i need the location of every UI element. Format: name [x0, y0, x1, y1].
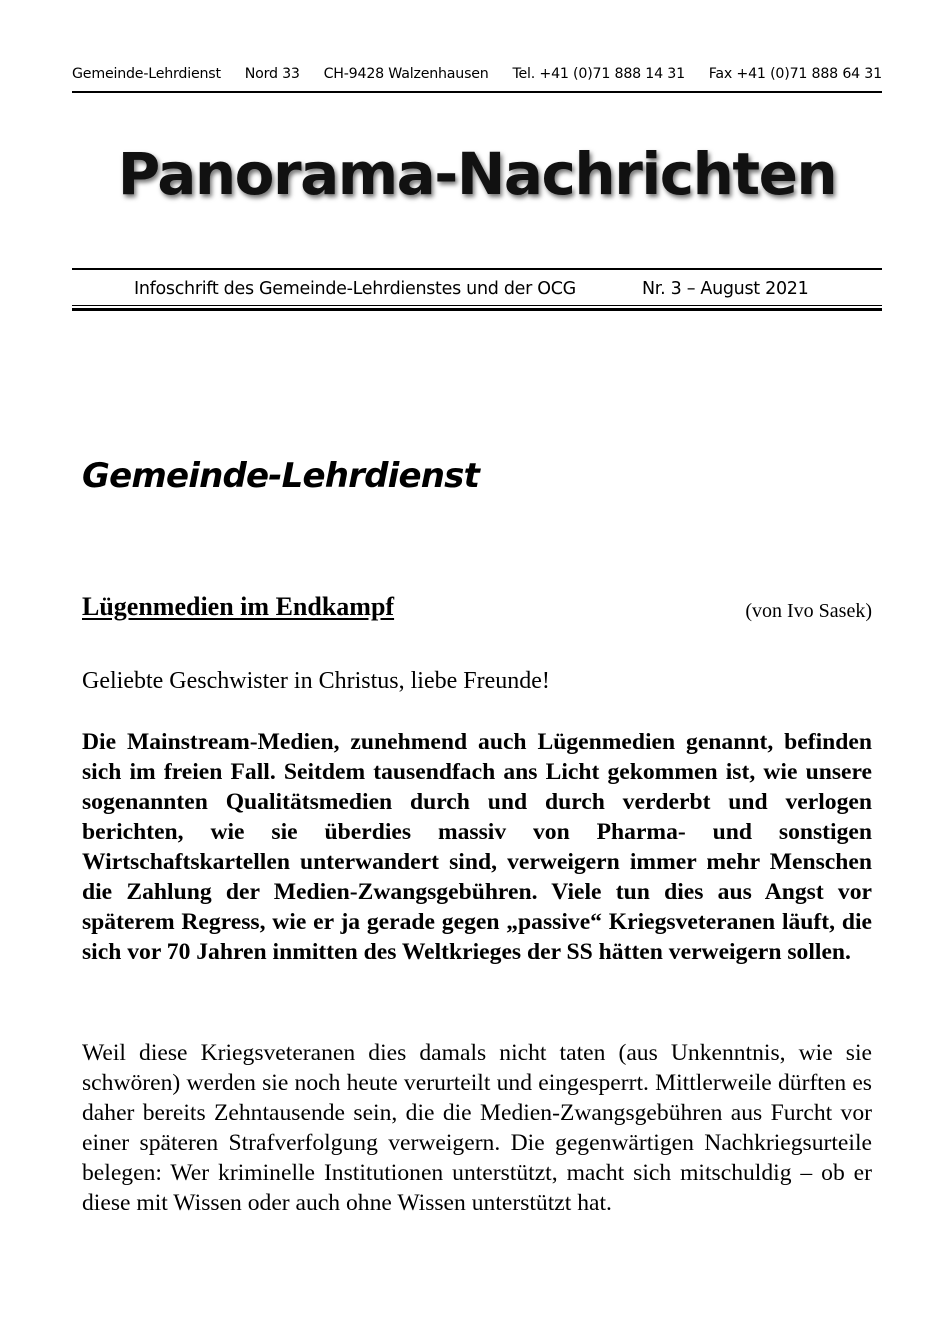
header-phone: Tel. +41 (0)71 888 14 31	[512, 66, 685, 82]
article-lead-paragraph: Die Mainstream-Medien, zunehmend auch Lügenmedien genannt, befinden sich im freien Fall. Seitdem tausendfach ans Licht gekommen ist, wie unsere sogenannten Qualitätsmedien durch und durch verderbt und verlogen berichten, wie sie überdies massiv von Pharma- und sonstigen Wirtschaftskartellen unterwandert sind, verweigern immer mehr Menschen die Zahlung der Medien-Zwangsgebühren. Viele tun dies aus Angst vor späterem Regress, wie er ja gerade gegen „passive“ Kriegsveteranen läuft, die sich vor 70 Jahren inmitten des Weltkrieges der SS hätten verweigern sollen.	[82, 729, 872, 965]
article-title: Lügenmedien im Endkampf	[82, 592, 395, 621]
article-greeting: Geliebte Geschwister in Christus, liebe Freunde!	[82, 668, 550, 694]
masthead-subtitle: Infoschrift des Gemeinde-Lehrdienstes und der OCG	[134, 279, 576, 299]
contact-header	[72, 66, 882, 82]
header-city: CH-9428 Walzenhausen	[323, 66, 489, 82]
header-divider	[72, 91, 882, 93]
subtitle-bottom-divider	[72, 305, 882, 311]
issue-number: Nr. 3 – August 2021	[642, 279, 809, 299]
article-paragraph: Weil diese Kriegsveteranen dies damals nicht taten (aus Unkenntnis, wie sie schwören) werden sie noch heute verurteilt und eingesperrt. Mittlerweile dürften es daher bereits Zehntausende sein, die die Medien-Zwangsgebühren aus Furcht vor einer späteren Strafverfolgung verweigern. Die gegenwärtigen Nachkriegsurteile belegen: Wer kriminelle Institutionen unterstützt, macht sich mitschuldig – ob er diese mit Wissen oder auch ohne Wissen unterstützt hat.	[82, 1040, 872, 1216]
section-title: Gemeinde-Lehrdienst	[82, 456, 480, 496]
masthead-title: Panorama-Nachrichten	[117, 140, 837, 208]
subtitle-top-divider	[72, 268, 882, 270]
header-street: Nord 33	[244, 66, 300, 82]
header-org: Gemeinde-Lehrdienst	[72, 66, 221, 82]
header-fax: Fax +41 (0)71 888 64 31	[708, 66, 882, 82]
article-author: (von Ivo Sasek)	[745, 600, 872, 622]
